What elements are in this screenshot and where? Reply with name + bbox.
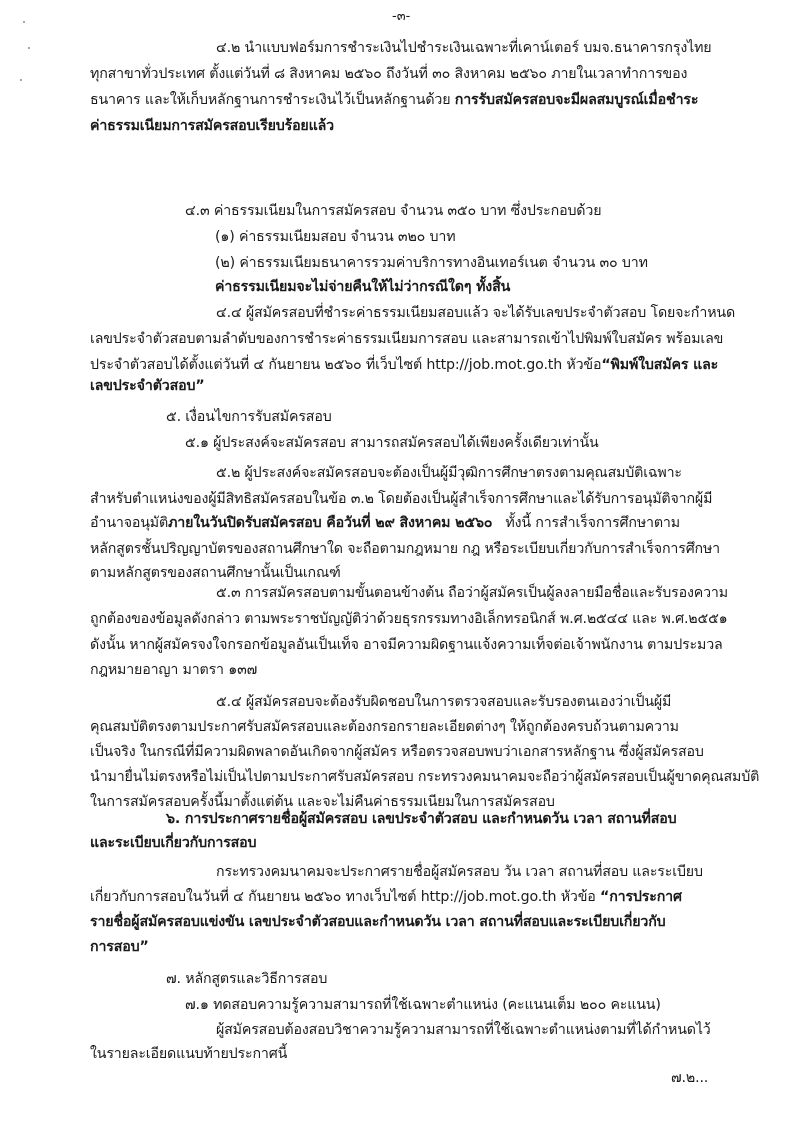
- para-4-4-line-3: [90, 355, 718, 375]
- para-6-topic-bold: “การประกาศ: [600, 889, 682, 905]
- para-4-2-line-1: ๔.๒ นำแบบฟอร์มการชำระเงินไปชำระเงินเฉพาะที่เคาน์เตอร์ บมจ.ธนาคารกรุงไทย: [216, 40, 712, 56]
- continuation-marker: ๗.๒...: [671, 1070, 709, 1086]
- fee-nonrefund-note: ค่าธรรมเนียมจะไม่จ่ายคืนให้ไม่ว่ากรณีใดๆ ทั้งสิ้น: [215, 279, 511, 295]
- para-5-3-line-2: ถูกต้องของข้อมูลดังกล่าว ตามพระราชบัญญัติว่าด้วยธุรกรรมทางอิเล็กทรอนิกส์ พ.ศ.๒๕๔๔ และ พ.ศ.๒๕๕๑: [90, 611, 728, 627]
- para-6-line-2: [90, 887, 682, 907]
- para-7-1-title: ๗.๑ ทดสอบความรู้ความสามารถที่ใช้เฉพาะตำแหน่ง (คะแนนเต็ม ๒๐๐ คะแนน): [185, 997, 661, 1013]
- para-6-line-3: รายชื่อผู้สมัครสอบแข่งขัน เลขประจำตัวสอบและกำหนดวัน เวลา สถานที่สอบและระเบียบเกี่ยวกับ: [90, 914, 666, 930]
- scan-speck: [28, 47, 30, 49]
- para-7-1-line-2: ในรายละเอียดแนบท้ายประกาศนี้: [90, 1046, 288, 1062]
- para-5-1: ๕.๑ ผู้ประสงค์จะสมัครสอบ สามารถสมัครสอบได้เพียงครั้งเดียวเท่านั้น: [185, 435, 599, 451]
- para-4-4-line-2: เลขประจำตัวสอบตามลำดับของการชำระค่าธรรมเนียมการสอบ และสามารถเข้าไปพิมพ์ใบสมัคร พร้อมเลข: [90, 331, 724, 347]
- fee-item-2: (๒) ค่าธรรมเนียมธนาคารรวมค่าบริการทางอินเทอร์เนต จำนวน ๓๐ บาท: [215, 255, 648, 271]
- fee-item-1: (๑) ค่าธรรมเนียมสอบ จำนวน ๓๒๐ บาท: [215, 229, 456, 245]
- para-5-3-line-3: ดังนั้น หากผู้สมัครจงใจกรอกข้อมูลอันเป็นเท็จ อาจมีความผิดฐานแจ้งความเท็จต่อเจ้าพนักงาน ตามประมวล: [90, 637, 723, 653]
- para-4-2-line-4: ค่าธรรมเนียมการสมัครสอบเรียบร้อยแล้ว: [90, 118, 334, 134]
- para-5-4-line-2: คุณสมบัติตรงตามประกาศรับสมัครสอบและต้องกรอกรายละเอียดต่างๆ ให้ถูกต้องครบถ้วนตามความ: [90, 719, 679, 735]
- scan-speck: [23, 21, 25, 23]
- para-6-line-2-plain: เกี่ยวกับการสอบในวันที่ ๔ กันยายน ๒๕๖๐ ทางเว็บไซต์ http://job.mot.go.th หัวข้อ: [90, 889, 601, 905]
- scan-speck: [20, 79, 22, 81]
- para-5-2-line-5: ตามหลักสูตรของสถานศึกษานั้นเป็นเกณฑ์: [90, 565, 341, 581]
- para-4-4-line-4: เลขประจำตัวสอบ”: [90, 378, 205, 394]
- para-5-4-line-3: เป็นจริง ในกรณีที่มีความผิดพลาดอันเกิดจากผู้สมัคร หรือตรวจสอบพบว่าเอกสารหลักฐาน ซึ่งผู้สมัครสอบ: [90, 744, 704, 760]
- para-5-2-line-3: [90, 513, 680, 533]
- para-5-4-line-5: ในการสมัครสอบครั้งนี้มาตั้งแต่ต้น และจะไม่คืนค่าธรรมเนียมในการสมัครสอบ: [90, 794, 555, 810]
- para-5-2-line-3-plain: อำนาจอนุมัติ: [90, 515, 169, 531]
- section-7-heading: ๗. หลักสูตรและวิธีการสอบ: [166, 971, 328, 987]
- para-7-1-line-1: ผู้สมัครสอบต้องสอบวิชาความรู้ความสามารถที่ใช้เฉพาะตำแหน่งตามที่ได้กำหนดไว้: [216, 1022, 711, 1038]
- para-4-4-line-3-plain: ประจำตัวสอบได้ตั้งแต่วันที่ ๔ กันยายน ๒๕๖๐ ที่เว็บไซต์ http://job.mot.go.th หัวข้อ: [90, 357, 602, 373]
- section-6-heading-line-1: ๖. การประกาศรายชื่อผู้สมัครสอบ เลขประจำตัวสอบ และกำหนดวัน เวลา สถานที่สอบ: [166, 811, 677, 827]
- para-5-3-line-4: กฎหมายอาญา มาตรา ๑๓๗: [90, 662, 258, 678]
- para-4-2-line-3-bold: การรับสมัครสอบจะมีผลสมบูรณ์เมื่อชำระ: [454, 92, 699, 108]
- para-5-4-line-1: ๕.๔ ผู้สมัครสอบจะต้องรับผิดชอบในการตรวจสอบและรับรองตนเองว่าเป็นผู้มี: [216, 694, 672, 710]
- para-5-4-line-4: นำมายื่นไม่ตรงหรือไม่เป็นไปตามประกาศรับสมัครสอบ กระทรวงคมนาคมจะถือว่าผู้สมัครสอบเป็นผู้ขาดคุณสมบัติ: [90, 769, 760, 785]
- section-5-heading: ๕. เงื่อนไขการรับสมัครสอบ: [166, 409, 332, 425]
- para-6-line-1: กระทรวงคมนาคมจะประกาศรายชื่อผู้สมัครสอบ วัน เวลา สถานที่สอบ และระเบียบ: [216, 864, 703, 880]
- para-4-2-line-3: [90, 90, 698, 110]
- para-6-line-4: การสอบ”: [90, 939, 149, 955]
- para-4-3-line-1: ๔.๓ ค่าธรรมเนียมในการสมัครสอบ จำนวน ๓๕๐ บาท ซึ่งประกอบด้วย: [185, 203, 602, 219]
- para-4-2-line-3-plain: ธนาคาร และให้เก็บหลักฐานการชำระเงินไว้เป็นหลักฐานด้วย: [90, 92, 455, 108]
- closing-date-bold: ภายในวันปิดรับสมัครสอบ คือวันที่ ๒๙ สิงหาคม ๒๕๖๐: [168, 515, 493, 531]
- para-5-2-line-1: ๕.๒ ผู้ประสงค์จะสมัครสอบจะต้องเป็นผู้มีวุฒิการศึกษาตรงตามคุณสมบัติเฉพาะ: [216, 465, 682, 481]
- para-5-2-line-4: หลักสูตรชั้นปริญญาบัตรของสถานศึกษาใด จะถือตามกฎหมาย กฎ หรือระเบียบเกี่ยวกับการสำเร็จการศึกษา: [90, 541, 721, 557]
- para-4-4-topic-bold: “พิมพ์ใบสมัคร และ: [601, 357, 719, 373]
- para-5-3-line-1: ๕.๓ การสมัครสอบตามขั้นตอนข้างต้น ถือว่าผู้สมัครเป็นผู้ลงลายมือชื่อและรับรองความ: [216, 585, 728, 601]
- para-4-2-line-2: ทุกสาขาทั่วประเทศ ตั้งแต่วันที่ ๘ สิงหาคม ๒๕๖๐ ถึงวันที่ ๓๐ สิงหาคม ๒๕๖๐ ภายในเวลาทำการของ: [90, 66, 688, 82]
- para-4-4-line-1: ๔.๔ ผู้สมัครสอบที่ชำระค่าธรรมเนียมสอบแล้ว จะได้รับเลขประจำตัวสอบ โดยจะกำหนด: [216, 305, 736, 321]
- para-5-2-line-3-rest: ทั้งนี้ การสำเร็จการศึกษาตาม: [492, 515, 680, 531]
- section-6-heading-line-2: และระเบียบเกี่ยวกับการสอบ: [90, 835, 257, 851]
- para-5-2-line-2: สำหรับตำแหน่งของผู้มีสิทธิสมัครสอบในข้อ ๓.๒ โดยต้องเป็นผู้สำเร็จการศึกษาและได้รับการอนุมัติจากผู้มี: [90, 491, 713, 507]
- page-number: -๓-: [392, 9, 411, 24]
